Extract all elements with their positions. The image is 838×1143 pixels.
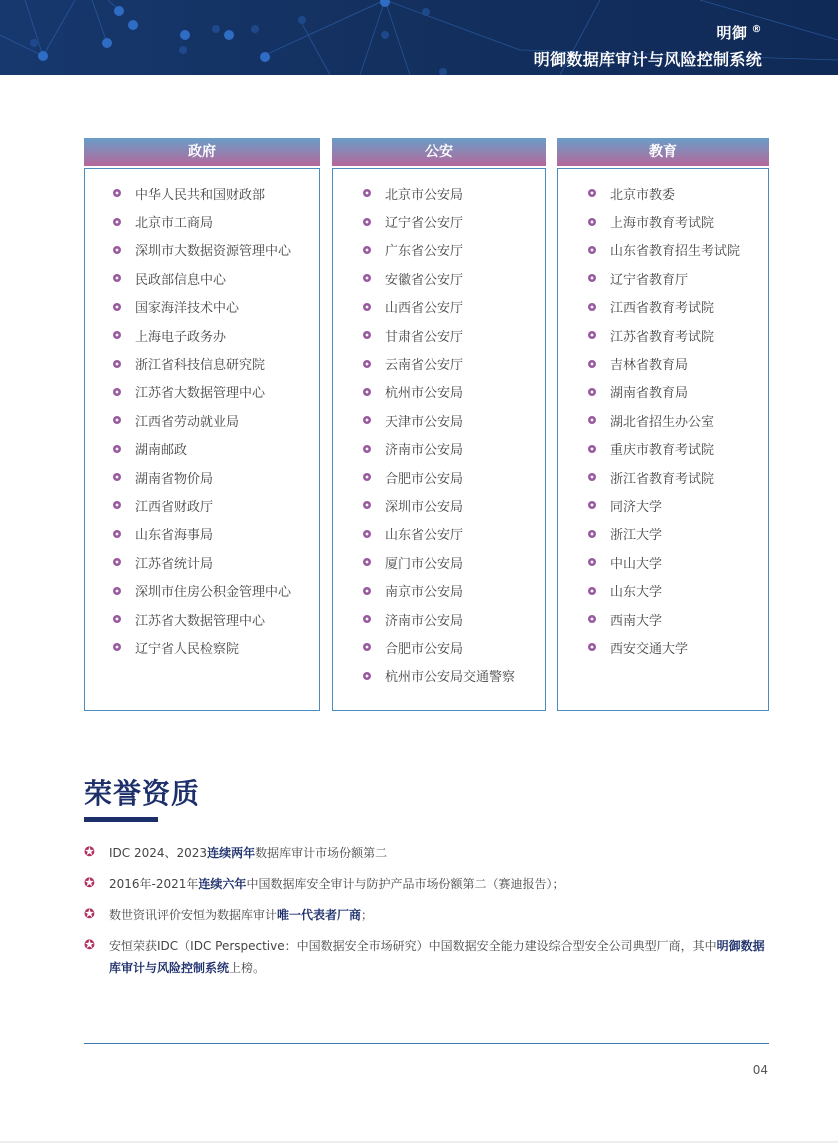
list-item xyxy=(588,491,768,519)
column-header: 政府 xyxy=(84,138,320,166)
list-item xyxy=(113,520,319,548)
circle-bullet-icon xyxy=(113,331,121,339)
list-item-label: 同济大学 xyxy=(610,499,663,515)
circle-bullet-icon xyxy=(113,643,121,651)
list-item-label: 西安交通大学 xyxy=(610,641,689,657)
list-item-label: 杭州市公安局交通警察 xyxy=(385,670,516,686)
list-item-label: 天津市公安局 xyxy=(385,414,464,430)
list-item xyxy=(588,576,768,604)
list-item-label: 合肥市公安局 xyxy=(385,471,464,487)
star-badge-icon: ✪ xyxy=(84,907,95,922)
circle-bullet-icon xyxy=(363,615,371,623)
circle-bullet-icon xyxy=(588,246,596,254)
list-item xyxy=(363,605,545,633)
list-item-label: 济南市公安局 xyxy=(385,613,464,629)
list-item xyxy=(588,520,768,548)
list-item xyxy=(363,378,545,406)
list-item xyxy=(588,179,768,207)
circle-bullet-icon xyxy=(113,501,121,509)
list-item-label: 辽宁省人民检察院 xyxy=(135,641,240,657)
list-item xyxy=(363,207,545,235)
honor-highlight: 连续两年 xyxy=(207,846,256,860)
list-item-label: 重庆市教育考试院 xyxy=(610,443,715,459)
list-item xyxy=(588,435,768,463)
list-item-label: 湖南省物价局 xyxy=(135,471,214,487)
circle-bullet-icon xyxy=(588,501,596,509)
honor-item xyxy=(84,842,774,864)
page-header xyxy=(0,0,838,75)
list-item-label: 合肥市公安局 xyxy=(385,641,464,657)
list-item-label: 北京市工商局 xyxy=(135,216,214,232)
list-item xyxy=(363,179,545,207)
list-item xyxy=(588,349,768,377)
list-item xyxy=(113,378,319,406)
list-item xyxy=(588,463,768,491)
circle-bullet-icon xyxy=(363,388,371,396)
brand-text: 明御 xyxy=(716,24,748,42)
honor-text-part: 上榜。 xyxy=(229,961,266,975)
list-item-label: 湖南邮政 xyxy=(135,443,188,459)
list-item-label: 江西省财政厅 xyxy=(135,499,214,515)
honor-text xyxy=(109,904,373,926)
list-item xyxy=(363,236,545,264)
product-title: 明御数据库审计与风险控制系统 xyxy=(533,50,762,69)
list-item xyxy=(113,576,319,604)
circle-bullet-icon xyxy=(363,246,371,254)
column-government xyxy=(84,138,320,711)
circle-bullet-icon xyxy=(588,530,596,538)
list-item-label: 江苏省大数据管理中心 xyxy=(135,613,266,629)
list-item-label: 济南市公安局 xyxy=(385,443,464,459)
circle-bullet-icon xyxy=(113,587,121,595)
honor-text xyxy=(109,873,564,895)
list-item-label: 杭州市公安局 xyxy=(385,386,464,402)
list-item-label: 江西省劳动就业局 xyxy=(135,414,240,430)
list-item xyxy=(113,321,319,349)
column-list xyxy=(557,168,769,711)
list-item xyxy=(113,491,319,519)
list-item-label: 西南大学 xyxy=(610,613,663,629)
list-item-label: 辽宁省教育厅 xyxy=(610,272,689,288)
circle-bullet-icon xyxy=(588,558,596,566)
page-number: 04 xyxy=(752,1063,768,1077)
circle-bullet-icon xyxy=(588,388,596,396)
list-item-label: 甘肃省公安厅 xyxy=(385,329,464,345)
circle-bullet-icon xyxy=(588,615,596,623)
circle-bullet-icon xyxy=(588,643,596,651)
circle-bullet-icon xyxy=(363,331,371,339)
list-item-label: 北京市教委 xyxy=(610,187,676,203)
list-item xyxy=(588,236,768,264)
list-item xyxy=(113,406,319,434)
circle-bullet-icon xyxy=(588,445,596,453)
list-item xyxy=(588,264,768,292)
list-item-label: 江苏省大数据管理中心 xyxy=(135,386,266,402)
circle-bullet-icon xyxy=(363,274,371,282)
list-item-label: 江苏省教育考试院 xyxy=(610,329,715,345)
circle-bullet-icon xyxy=(588,473,596,481)
circle-bullet-icon xyxy=(113,218,121,226)
honor-item xyxy=(84,873,774,895)
circle-bullet-icon xyxy=(588,360,596,368)
honor-highlight: 唯一代表者厂商 xyxy=(277,908,362,922)
list-item-label: 吉林省教育局 xyxy=(610,358,689,374)
list-item-label: 深圳市大数据资源管理中心 xyxy=(135,244,292,260)
list-item-label: 湖南省教育局 xyxy=(610,386,689,402)
list-item xyxy=(363,406,545,434)
list-item-label: 山东大学 xyxy=(610,585,663,601)
list-item-label: 辽宁省公安厅 xyxy=(385,216,464,232)
honor-text-part: ； xyxy=(361,908,374,922)
list-item-label: 云南省公安厅 xyxy=(385,358,464,374)
column-education xyxy=(557,138,769,711)
list-item xyxy=(363,435,545,463)
honor-text-part: 数据库审计市场份额第二 xyxy=(255,846,388,860)
list-item xyxy=(363,576,545,604)
list-item xyxy=(363,548,545,576)
column-header: 公安 xyxy=(332,138,546,166)
circle-bullet-icon xyxy=(113,246,121,254)
list-item-label: 国家海洋技术中心 xyxy=(135,301,240,317)
list-item xyxy=(588,605,768,633)
list-item xyxy=(588,548,768,576)
circle-bullet-icon xyxy=(363,416,371,424)
list-item xyxy=(588,633,768,661)
list-item xyxy=(363,321,545,349)
list-item xyxy=(113,236,319,264)
list-item-label: 北京市公安局 xyxy=(385,187,464,203)
list-item xyxy=(363,633,545,661)
list-item xyxy=(363,491,545,519)
list-item xyxy=(113,207,319,235)
circle-bullet-icon xyxy=(363,530,371,538)
honor-text xyxy=(109,842,387,864)
list-item-label: 上海市教育考试院 xyxy=(610,216,715,232)
circle-bullet-icon xyxy=(113,360,121,368)
list-item-label: 江苏省统计局 xyxy=(135,556,214,572)
honor-text xyxy=(109,935,774,979)
circle-bullet-icon xyxy=(113,530,121,538)
circle-bullet-icon xyxy=(363,473,371,481)
list-item-label: 湖北省招生办公室 xyxy=(610,414,715,430)
circle-bullet-icon xyxy=(363,587,371,595)
column-list xyxy=(332,168,546,711)
honor-text-part: 2016年-2021年 xyxy=(109,877,199,891)
list-item xyxy=(588,321,768,349)
list-item-label: 浙江大学 xyxy=(610,528,663,544)
star-badge-icon: ✪ xyxy=(84,876,95,891)
list-item xyxy=(113,605,319,633)
circle-bullet-icon xyxy=(588,331,596,339)
list-item-label: 山东省公安厅 xyxy=(385,528,464,544)
circle-bullet-icon xyxy=(363,360,371,368)
circle-bullet-icon xyxy=(363,643,371,651)
honor-text-part: 安恒荣获IDC（IDC Perspective：中国数据安全市场研究）中国数据安全能力建设综合型安全公司典型厂商，其中 xyxy=(109,939,717,953)
honor-text-part: 中国数据库安全审计与防护产品市场份额第二（赛迪报告）； xyxy=(246,877,565,891)
circle-bullet-icon xyxy=(363,558,371,566)
list-item-label: 南京市公安局 xyxy=(385,585,464,601)
circle-bullet-icon xyxy=(363,501,371,509)
circle-bullet-icon xyxy=(113,189,121,197)
list-item xyxy=(113,349,319,377)
list-item-label: 江西省教育考试院 xyxy=(610,301,715,317)
list-item-label: 山东省海事局 xyxy=(135,528,214,544)
list-item xyxy=(363,520,545,548)
star-badge-icon: ✪ xyxy=(84,845,95,860)
circle-bullet-icon xyxy=(113,558,121,566)
list-item-label: 山东省教育招生考试院 xyxy=(610,244,741,260)
list-item-label: 中山大学 xyxy=(610,556,663,572)
circle-bullet-icon xyxy=(363,672,371,680)
circle-bullet-icon xyxy=(588,416,596,424)
registered-mark: ® xyxy=(751,24,762,35)
circle-bullet-icon xyxy=(113,303,121,311)
list-item-label: 山西省公安厅 xyxy=(385,301,464,317)
circle-bullet-icon xyxy=(363,218,371,226)
list-item xyxy=(113,179,319,207)
circle-bullet-icon xyxy=(113,416,121,424)
circle-bullet-icon xyxy=(113,473,121,481)
honor-item xyxy=(84,904,774,926)
circle-bullet-icon xyxy=(113,615,121,623)
circle-bullet-icon xyxy=(363,189,371,197)
circle-bullet-icon xyxy=(588,218,596,226)
list-item xyxy=(363,264,545,292)
column-header: 教育 xyxy=(557,138,769,166)
circle-bullet-icon xyxy=(588,303,596,311)
honor-highlight: 明御数据库审计与风险控制系统 xyxy=(109,939,765,975)
list-item xyxy=(113,633,319,661)
column-public-security xyxy=(332,138,546,711)
list-item xyxy=(588,207,768,235)
honor-item xyxy=(84,935,774,979)
list-item-label: 上海电子政务办 xyxy=(135,329,227,345)
list-item-label: 浙江省科技信息研究院 xyxy=(135,358,266,374)
list-item xyxy=(588,406,768,434)
list-item xyxy=(113,548,319,576)
honor-text-part: IDC 2024、2023 xyxy=(109,846,208,860)
list-item-label: 广东省公安厅 xyxy=(385,244,464,260)
list-item-label: 民政部信息中心 xyxy=(135,272,227,288)
list-item-label: 深圳市住房公积金管理中心 xyxy=(135,585,292,601)
list-item xyxy=(113,264,319,292)
honor-text-part: 数世资讯评价安恒为数据库审计 xyxy=(109,908,278,922)
section-title: 荣誉资质 xyxy=(84,777,201,810)
circle-bullet-icon xyxy=(113,388,121,396)
circle-bullet-icon xyxy=(113,274,121,282)
footer-divider xyxy=(84,1043,769,1044)
list-item xyxy=(588,378,768,406)
list-item-label: 中华人民共和国财政部 xyxy=(135,187,266,203)
circle-bullet-icon xyxy=(588,274,596,282)
column-list xyxy=(84,168,320,711)
list-item xyxy=(588,293,768,321)
circle-bullet-icon xyxy=(363,303,371,311)
list-item xyxy=(363,662,545,690)
circle-bullet-icon xyxy=(588,189,596,197)
list-item-label: 浙江省教育考试院 xyxy=(610,471,715,487)
brand-name xyxy=(716,22,762,43)
list-item-label: 安徽省公安厅 xyxy=(385,272,464,288)
list-item xyxy=(363,463,545,491)
list-item xyxy=(113,293,319,321)
circle-bullet-icon xyxy=(588,587,596,595)
title-underline xyxy=(84,817,158,822)
list-item-label: 厦门市公安局 xyxy=(385,556,464,572)
honor-highlight: 连续六年 xyxy=(198,877,247,891)
circle-bullet-icon xyxy=(363,445,371,453)
list-item-label: 深圳市公安局 xyxy=(385,499,464,515)
circle-bullet-icon xyxy=(113,445,121,453)
list-item xyxy=(363,349,545,377)
list-item xyxy=(363,293,545,321)
star-badge-icon: ✪ xyxy=(84,938,95,953)
list-item xyxy=(113,463,319,491)
list-item xyxy=(113,435,319,463)
